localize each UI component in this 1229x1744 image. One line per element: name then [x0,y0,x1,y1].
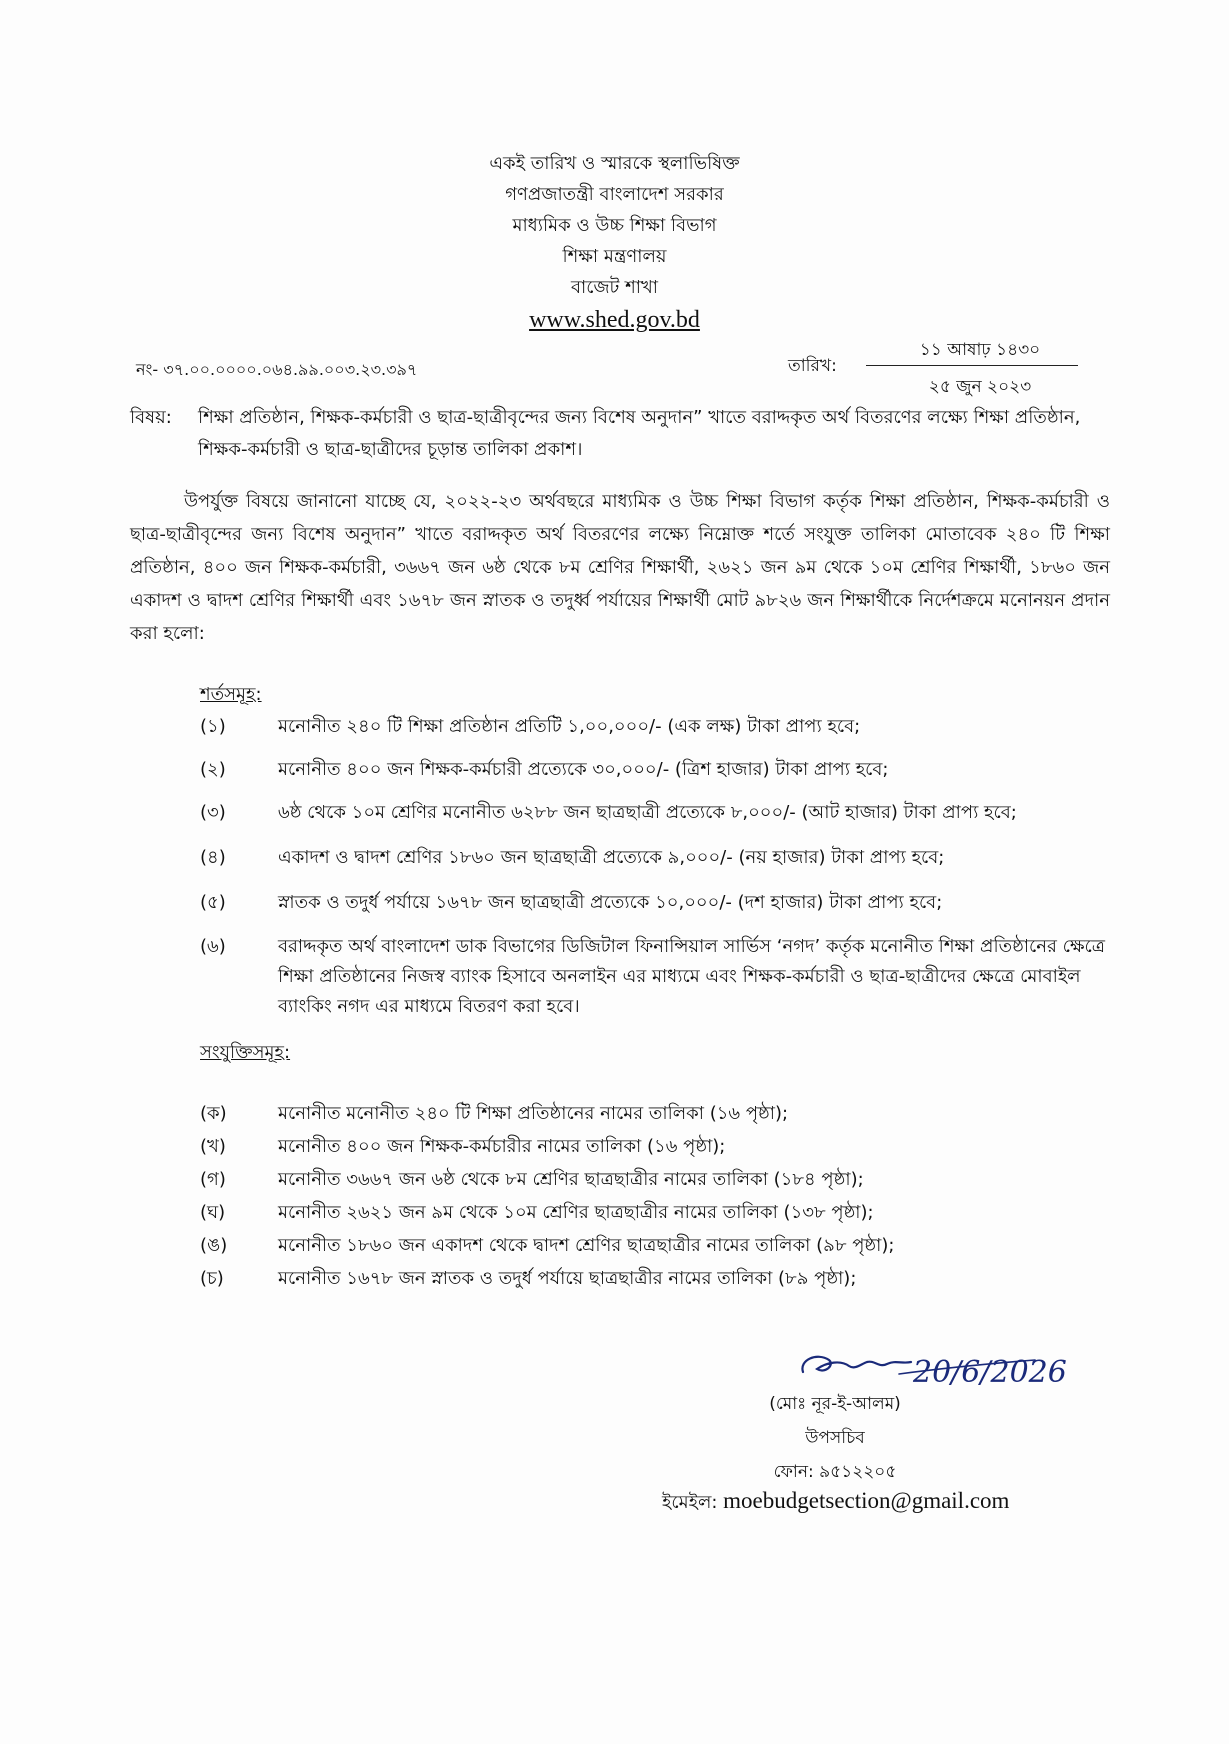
condition-text: একাদশ ও দ্বাদশ শ্রেণির ১৮৬০ জন ছাত্রছাত্রী প্রত্যেকে ৯,০০০/- (নয় হাজার) টাকা প্রাপ্য হবে; [278,847,945,868]
subject-block [130,402,1110,466]
supersede-note: একই তারিখ ও স্মারকে স্থলাভিষিক্ত [489,153,740,174]
condition-text: ৬ষ্ঠ থেকে ১০ম শ্রেণির মনোনীত ৬২৮৮ জন ছাত্রছাত্রী প্রত্যেকে ৮,০০০/- (আট হাজার) টাকা প্রাপ্য হবে; [278,802,1017,823]
condition-item [200,932,1115,1022]
attachments-title: সংযুক্তিসমূহ: [200,1042,291,1063]
attachment-text: মনোনীত ৩৬৬৭ জন ৬ষ্ঠ থেকে ৮ম শ্রেণির ছাত্রছাত্রীর নামের তালিকা (১৮৪ পৃষ্ঠা); [278,1169,864,1190]
attachment-number: (ঙ) [200,1235,228,1256]
website-link[interactable]: www.shed.gov.bd [529,307,700,333]
signer-designation: উপসচিব [805,1428,865,1448]
conditions-title: শর্তসমূহ: [200,684,262,705]
attachment-item [200,1132,1115,1162]
condition-number: (১) [200,716,226,737]
date-bangla: ১১ আষাঢ় ১৪৩০ [919,340,1041,360]
attachment-number: (চ) [200,1268,224,1289]
handwritten-signature [795,1338,1080,1394]
attachment-item [200,1099,1115,1129]
condition-item [200,843,1115,873]
condition-number: (৬) [200,936,226,957]
date-gregorian: ২৫ জুন ২০২৩ [928,377,1032,397]
condition-item [200,888,1115,918]
attachment-text: মনোনীত ২৬২১ জন ৯ম থেকে ১০ম শ্রেণির ছাত্রছাত্রীর নামের তালিকা (১৩৮ পৃষ্ঠা); [278,1202,874,1223]
government-name: গণপ্রজাতন্ত্রী বাংলাদেশ সরকার [505,184,724,205]
signer-name: (মোঃ নূর-ই-আলম) [769,1394,901,1414]
date-divider [866,365,1078,366]
signer-phone: ফোন: ৯৫১২২০৫ [773,1462,897,1482]
condition-text: মনোনীত ৪০০ জন শিক্ষক-কর্মচারী প্রত্যেকে ৩০,০০০/- (ত্রিশ হাজার) টাকা প্রাপ্য হবে; [278,759,889,780]
subject-text: শিক্ষা প্রতিষ্ঠান, শিক্ষক-কর্মচারী ও ছাত্র-ছাত্রীবৃন্দের জন্য বিশেষ অনুদান” খাতে বরাদ্দকৃত অর্থ বিতরণের লক্ষ্যে শিক্ষা প্রতিষ্ঠান, শিক্ষক-কর্মচারী ও ছাত্র-ছাত্রীদের চূড়ান্ত তালিকা প্রকাশ। [198,407,1081,460]
attachment-number: (ক) [200,1103,227,1124]
date-label: তারিখ: [788,356,837,376]
letterhead [0,148,1229,336]
attachment-number: (গ) [200,1169,226,1190]
signature-date: 20/6/2026 [913,1355,1067,1390]
email-label: ইমেইল: [662,1492,718,1513]
body-paragraph: উপর্যুক্ত বিষয়ে জানানো যাচ্ছে যে, ২০২২-২৩ অর্থবছরে মাধ্যমিক ও উচ্চ শিক্ষা বিভাগ কর্তৃক শিক্ষা প্রতিষ্ঠান, শিক্ষক-কর্মচারী ও ছাত্র-ছাত্রীবৃন্দের জন্য বিশেষ অনুদান” খাতে বরাদ্দকৃত অর্থ বিতরণের লক্ষ্যে নিম্নোক্ত শর্তে সংযুক্ত তালিকা মোতাবেক ২৪০ টি শিক্ষা প্রতিষ্ঠান, ৪০০ জন শিক্ষক-কর্মচারী, ৩৬৬৭ জন ৬ষ্ঠ থেকে ৮ম শ্রেণির শিক্ষার্থী, ২৬২১ জন ৯ম থেকে ১০ম শ্রেণির শিক্ষার্থী, ১৮৬০ জন একাদশ ও দ্বাদশ শ্রেণির শিক্ষার্থী এবং ১৬৭৮ জন স্নাতক ও তদুর্ধ্ব পর্যায়ের শিক্ষার্থী মোট ৯৮২৬ জন শিক্ষার্থীকে নির্দেশক্রমে মনোনয়ন প্রদান করা হলো: [130,491,1110,644]
attachment-text: মনোনীত ১৮৬০ জন একাদশ থেকে দ্বাদশ শ্রেণির ছাত্রছাত্রীর নামের তালিকা (৯৮ পৃষ্ঠা); [278,1235,895,1256]
condition-text: স্নাতক ও তদুর্ধ পর্যায়ে ১৬৭৮ জন ছাত্রছাত্রী প্রত্যেকে ১০,০০০/- (দশ হাজার) টাকা প্রাপ্য হবে; [278,892,943,913]
condition-number: (২) [200,759,226,780]
attachment-item [200,1198,1115,1228]
memo-number: নং- ৩৭.০০.০০০০.০৬৪.৯৯.০০৩.২৩.৩৯৭ [136,360,418,379]
subject-label: বিষয়: [130,407,172,428]
condition-item [200,755,1115,785]
attachment-number: (খ) [200,1136,226,1157]
condition-item [200,798,1115,828]
attachment-text: মনোনীত মনোনীত ২৪০ টি শিক্ষা প্রতিষ্ঠানের নামের তালিকা (১৬ পৃষ্ঠা); [278,1103,789,1124]
ministry-name: শিক্ষা মন্ত্রণালয় [562,246,667,267]
attachment-item [200,1231,1115,1261]
attachment-number: (ঘ) [200,1202,226,1223]
attachment-item [200,1165,1115,1195]
condition-item [200,712,1115,742]
attachment-item [200,1264,1115,1294]
signer-email [662,1488,1009,1519]
condition-text: মনোনীত ২৪০ টি শিক্ষা প্রতিষ্ঠান প্রতিটি ১,০০,০০০/- (এক লক্ষ) টাকা প্রাপ্য হবে; [278,716,861,737]
division-name: মাধ্যমিক ও উচ্চ শিক্ষা বিভাগ [512,215,717,236]
condition-number: (৩) [200,802,226,823]
condition-number: (৪) [200,847,226,868]
section-name: বাজেট শাখা [570,277,658,298]
attachment-text: মনোনীত ১৬৭৮ জন স্নাতক ও তদুর্ধ পর্যায়ে ছাত্রছাত্রীর নামের তালিকা (৮৯ পৃষ্ঠা); [278,1268,857,1289]
email-link[interactable]: moebudgetsection@gmail.com [723,1488,1010,1513]
condition-text: বরাদ্দকৃত অর্থ বাংলাদেশ ডাক বিভাগের ডিজিটাল ফিনান্সিয়াল সার্ভিস ‘নগদ’ কর্তৃক মনোনীত শিক্ষা প্রতিষ্ঠানের ক্ষেত্রে শিক্ষা প্রতিষ্ঠানের নিজস্ব ব্যাংক হিসাবে অনলাইন এর মাধ্যমে এবং শিক্ষক-কর্মচারী ও ছাত্র-ছাত্রীদের ক্ষেত্রে মোবাইল ব্যাংকিং নগদ এর মাধ্যমে বিতরণ করা হবে। [278,936,1105,1017]
attachment-text: মনোনীত ৪০০ জন শিক্ষক-কর্মচারীর নামের তালিকা (১৬ পৃষ্ঠা); [278,1136,726,1157]
condition-number: (৫) [200,892,226,913]
